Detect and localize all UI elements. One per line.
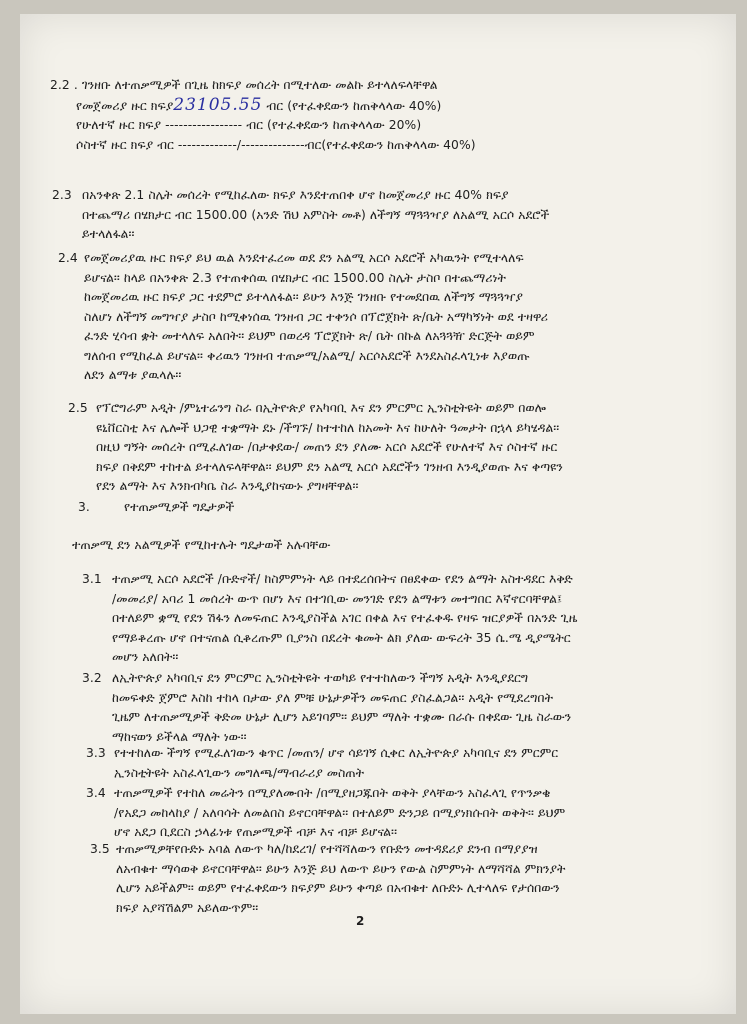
- section-number: 3.2: [82, 671, 102, 685]
- text-line: በተጨማሪ በሄክታር ብር 1500.00 (አንድ ሽህ አምስት መቶ) ለችግኝ ማጓጓዣያ ለአልሚ አርሶ አደሮች: [82, 207, 550, 222]
- text-line: ስለሆነ ለችግኝ መግዣያ ታስቦ ከሚቀነሰዉ ገንዘብ ጋር ተቀንሶ በፕሮጀክት ጽ/ቤት አማካኝነት ወደ ተዛዋሪ: [84, 309, 548, 324]
- section-number: 3.1: [82, 572, 102, 586]
- text-line: ለኢትዮጵያ አካባቢና ደን ምርምር ኢንስቲትዩት ተወካይ የተተከለውን ችግኝ አዲት እንዲያደርግ: [112, 671, 529, 685]
- section-number: 2.5: [68, 401, 88, 415]
- text-line: ተጠቃሚዎች የተከለ መሬትን በሚያለሙበት /በሚያዘጋጁበት ወቅት ያላቸውን አስፈላጊ የጥንቃቄ: [114, 786, 551, 800]
- text-line: የተተከለው ችግኝ የሚፈለገውን ቁጥር /መጠን/ ሆኖ ሳይገኝ ሲቀር ለኢትዮጵያ አካባቢና ደን ምርምር: [114, 746, 559, 760]
- section-number: 2.2: [50, 78, 70, 92]
- obligations-intro: ተጠቃሚ ደን አልሚዎች የሚከተሉት ግዴታወች አሉባቸው: [72, 538, 331, 552]
- section-2-2-heading: [50, 76, 720, 96]
- section-number: 3.: [78, 500, 90, 514]
- payment-round-1: የመጀመሪያ ዙር ክፍያ23105.55 ብር (የተፈቀደውን ከጠቅላላው 40%): [76, 94, 442, 115]
- text-line: ሊሆን አይችልም፡፡ ወይም የተፈቀደውን ክፍያም ይሁን ቀጣይ በአብቁተ ለቡድኑ ሊተላለፍ የታሰበውን: [116, 881, 560, 895]
- text-line: ይሆናል፡፡ ከላይ በአንቀጽ 2.3 የተጠቀሰዉ በሄክታር ብር 1500.00 ስሌት ታስቦ በተጨማሪነት: [84, 270, 506, 285]
- section-number: 2.3: [52, 188, 72, 202]
- section-3-5: [90, 840, 747, 918]
- section-2-4: [58, 249, 744, 386]
- document-page: [20, 14, 736, 1014]
- payment-round-2: የሁለተኛ ዙር ክፍያ ----------------- ብር (የተፈቀደውን ከጠቅላላው 20%): [76, 118, 422, 132]
- text-line: ለደን ልማቱ ያዉላሉ፡፡: [84, 368, 182, 382]
- text-line: /መመሪያ/ አባሪ 1 መሰረት ውጥ በሆነ እና በተገቢው መንገድ የደን ልማቱን መተግበር እኛኖርባቸዋል፤: [112, 591, 562, 606]
- text-line: በተለይም ቋሚ የደን ሽፋን ለመፍጠር እንዲያስችል አገር በቀል እና የተፈቀዱ የዛፍ ዝርያዎች በአንድ ጊዜ: [112, 611, 578, 625]
- handwritten-amount: 23105.55: [173, 94, 263, 115]
- section-number: 3.4: [86, 786, 106, 800]
- section-3-4: [86, 784, 747, 843]
- section-number: 3.3: [86, 746, 106, 760]
- text-line: ሆኖ አደጋ ቢደርስ ኃላፊነቱ የጠቃሚዎች ብቻ እና ብቻ ይሆናል፡፡: [114, 825, 398, 839]
- section-title: የተጠቃሚዎች ግዴታዎች: [123, 500, 235, 514]
- section-number: 2.4: [58, 251, 78, 265]
- text-line: ማከናወን ይችላል ማለት ነው፡፡: [112, 729, 247, 744]
- section-number: 3.5: [90, 842, 110, 856]
- text-line: ክፍያ አያሻሽልም አይለውጥም፡፡: [116, 900, 259, 915]
- payment-round-3: ሶስተኛ ዙር ክፍያ ብር -------------/--------------ብር(የተፈቀደውን ከጠቅላላው 40%): [76, 137, 476, 152]
- text-line: ተጠቃሚ አርሶ አደሮች /ቡድኖች/ ከስምምነት ላይ በተደረሰበትና በፀደቀው የደን ልማት አስተዳደር እቅድ: [112, 572, 573, 586]
- text-line: ፈንድ ሂሳብ ቋት መተላለፍ አለበት፡፡ ይህም በወረዳ ፕሮጀክት ጽ/ ቤት በኩል ለአጓጓዥ ድርጅት ወይም: [84, 329, 535, 343]
- text-line: ተጠቃሚዎቸየቡድኑ አባል ለውጥ ካለ/ከደረገ/ የተሻሻለውን የቡድን መተዳደሪያ ደንብ በማያያዝ: [116, 842, 538, 856]
- section-3-3: [86, 744, 747, 783]
- section-3-1: [82, 570, 747, 668]
- section-3-2: [82, 669, 747, 747]
- text-line: ኢንስቲትዩት አስፈላጊውን መግለጫ/ማብራሪያ መስጠት: [114, 765, 364, 780]
- text-line: ከመፍቀድ ጀምሮ እስከ ተከላ በታው ያለ ምቹ ሁኔታዎችን መፍጠር ያስፈልጋል፡፡ አዲት የሚደረግበት: [112, 690, 553, 705]
- text-line: ክፍያ በቅደም ተከተል ይተላለፍላቸዋል፡፡ ይህም ደን አልሚ አርሶ አደሮችን ገንዘብ እንዲያወጡ እና ቀጣዩን: [96, 459, 563, 474]
- page-number: 2: [356, 914, 365, 928]
- section-2-3: [52, 186, 742, 245]
- text-line: መሆን አለበት፡፡: [112, 650, 179, 664]
- text-line: ጊዜም ለተጠቃሚዎች ቅድመ ሁኔታ ሊሆን አይገባም፡፡ ይህም ማለት ተቋሙ በራሱ በቀደው ጊዜ ስራውን: [112, 710, 572, 724]
- text-line: በአንቀጽ 2.1 ስሌት መሰረት የሚከፈለው ክፍያ እንደተጠበቀ ሆኖ ከመጀመሪያ ዙር 40% ክፍያ: [82, 188, 509, 202]
- section-2-2: [50, 76, 720, 155]
- section-2-5: [68, 399, 746, 497]
- text-line: /የአደጋ መከላከያ / አለባሳት ለመልበስ ይኖርባቸዋል፡፡ በተለይም ድንጋይ በሚያነክሱበት ወቅት፡፡ ይህም: [114, 805, 566, 820]
- section-title: . ገንዘቡ ለተጠቃሚዎች በጊዜ ከክፍያ መሰረት በሚተለው መልኩ ይተላለፍላቸዋል: [73, 78, 438, 92]
- text-line: የፕሮግራም አዲት /ምኒተሬንግ ስራ በኢትዮጵያ የአካባቢ እና ደን ምርምር ኢንስቲትዩት ወይም በወሎ: [96, 401, 546, 415]
- section-3-heading: [78, 498, 478, 518]
- text-line: ግለሰብ የሚከፈል ይሆናል፡፡ ቀሪዉን ገንዘብ ተጠቃሚ/አልሚ/ አርሶአደሮች እንደአስፈላጊነቱ እያወጡ: [84, 348, 530, 363]
- text-line: ከመጀመሪዉ ዙር ክፍያ ጋር ተደምሮ ይተላለፋል፡፡ ይሁን እንጅ ገንዘቡ የተመደበዉ ለችግኝ ማጓጓዣያ: [84, 290, 523, 304]
- text-line: የማይቆረጡ ሆኖ በተናጠል ሲቆረጡም ቢያንስ በደረት ቁመት ልክ ያለው ውፍረት 35 ሴ.ሜ ዲያሜትር: [112, 630, 571, 645]
- text-line: የመጀመሪያዉ ዙር ክፍያ ይህ ዉል እንደተፈረመ ወደ ደን አልሚ አርሶ አደሮች አካዉንት የሚተላለፍ: [84, 251, 524, 265]
- text-line: በዚህ ግኝት መሰረት በሚፈለገው /በታቀደው/ መጠን ደን ያለሙ አርሶ አደሮች የሁለተኛ እና ሶስተኛ ዙር: [96, 440, 558, 454]
- text-line: ይተላለፋል፡፡: [82, 227, 135, 241]
- text-line: ለአብቁተ ማሳወቅ ይኖርባቸዋል፡፡ ይሁን እንጅ ይህ ለውጥ ይሁን የውል ስምምነት ለማሻሻል ምክንያት: [116, 861, 566, 876]
- text-line: ዩኒቨርስቲ እና ሌሎች ህጋዊ ተቋማት ደኑ /ችግኙ/ ከተተከለ ከአመት እና ከሁለት ዓመታት በኋላ ይካሄዳል፡፡: [96, 420, 560, 435]
- text-line: የደን ልማት እና እንክብካቤ ስራ እንዲያከናውኑ ያግዛቸዋል፡፡: [96, 479, 359, 493]
